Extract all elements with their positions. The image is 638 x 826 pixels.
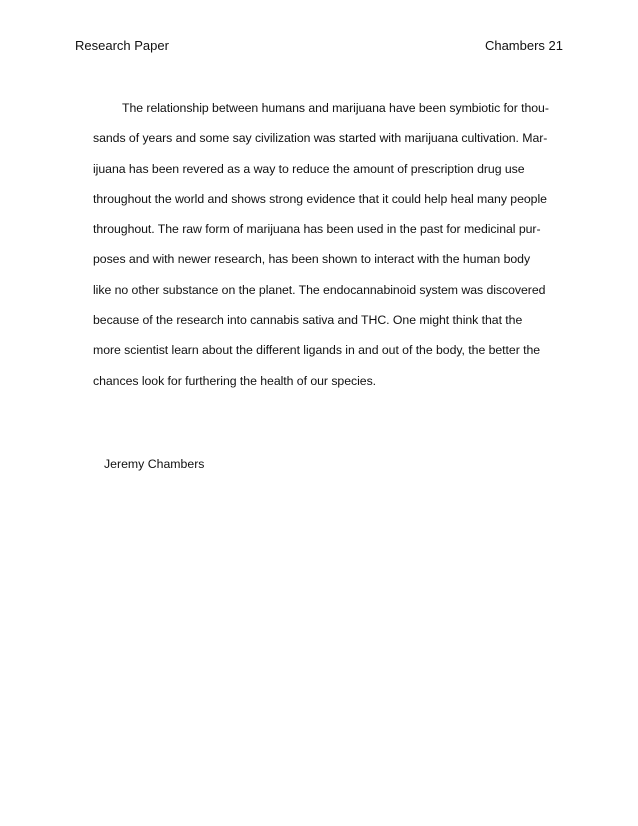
author-signature: Jeremy Chambers: [104, 457, 205, 471]
paragraph-line: ijuana has been revered as a way to reduce the amount of prescription drug use: [93, 161, 525, 176]
running-header-page-number: Chambers 21: [484, 38, 563, 53]
paragraph-line: sands of years and some say civilization was started with marijuana cultivation. Mar-: [93, 131, 548, 146]
paragraph-line: chances look for furthering the health of our species.: [93, 373, 377, 388]
paragraph-line: more scientist learn about the different ligands in and out of the body, the better the: [93, 343, 541, 358]
paragraph-line: throughout. The raw form of marijuana has been used in the past for medicinal pur-: [93, 222, 541, 237]
body-paragraph: [93, 101, 573, 404]
paragraph-line: because of the research into cannabis sativa and THC. One might think that the: [93, 313, 523, 328]
paragraph-line: throughout the world and shows strong evidence that it could help heal many people: [93, 191, 547, 206]
running-header-title: Research Paper: [75, 38, 169, 53]
paragraph-line: like no other substance on the planet. The endocannabinoid system was discovered: [93, 282, 546, 297]
paragraph-line: poses and with newer research, has been shown to interact with the human body: [93, 252, 531, 267]
paragraph-line: The relationship between humans and marijuana have been symbiotic for thou-: [122, 101, 549, 115]
